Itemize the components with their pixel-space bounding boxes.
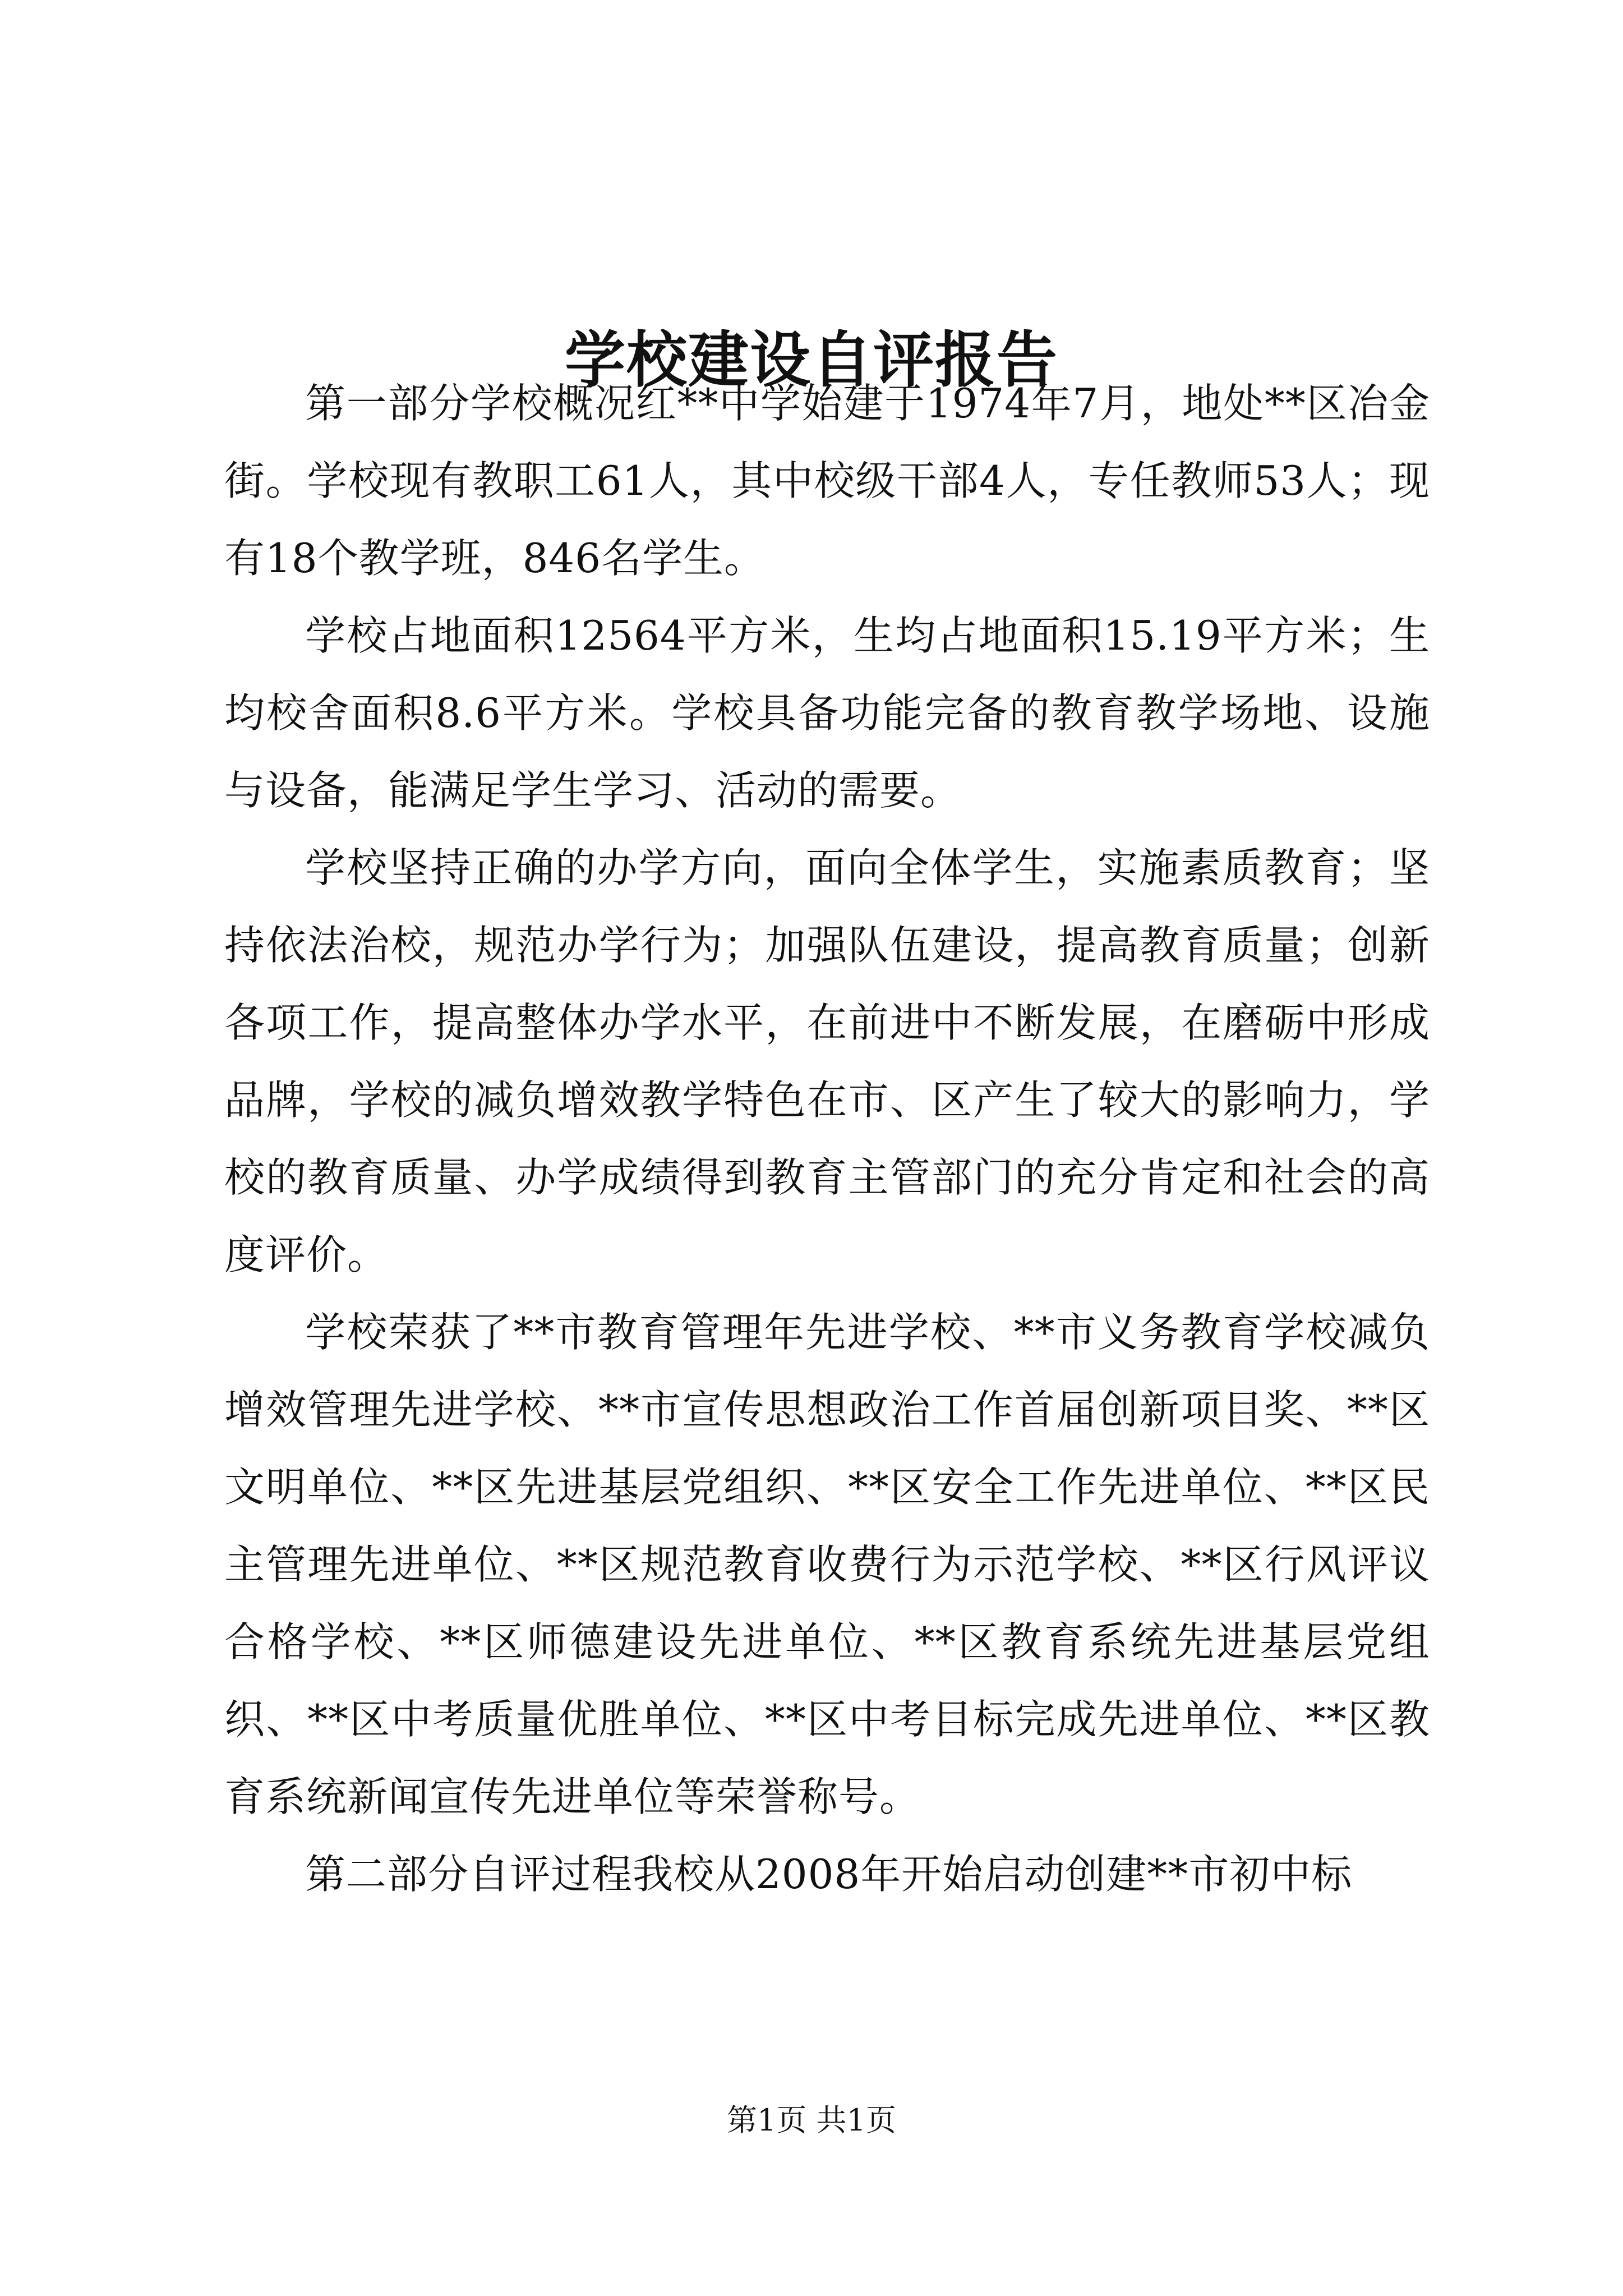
paragraph-campus-area: 学校占地面积12564平方米，生均占地面积15.19平方米；生均校舍面积8.6平方米。学校具备功能完备的教育教学场地、设施与设备，能满足学生学习、活动的需要。: [224, 612, 1430, 814]
paragraph-school-overview: 第一部分学校概况红**中学始建于1974年7月，地处**区冶金街。学校现有教职工61人，其中校级干部4人，专任教师53人；现有18个教学班，846名学生。: [224, 380, 1430, 582]
paragraph-school-philosophy: 学校坚持正确的办学方向，面向全体学生，实施素质教育；坚持依法治校，规范办学行为；加强队伍建设，提高教育质量；创新各项工作，提高整体办学水平，在前进中不断发展，在磨砺中形成品牌，学校的减负增效教学特色在市、区产生了较大的影响力，学校的教育质量、办学成绩得到教育主管部门的充分肯定和社会的高度评价。: [224, 844, 1430, 1278]
document-body: [224, 365, 1430, 1913]
paragraph-honors: 学校荣获了**市教育管理年先进学校、**市义务教育学校减负增效管理先进学校、**市宣传思想政治工作首届创新项目奖、**区文明单位、**区先进基层党组织、**区安全工作先进单位、**区民主管理先进单位、**区规范教育收费行为示范学校、**区行风评议合格学校、**区师德建设先进单位、**区教育系统先进基层党组织、**区中考质量优胜单位、**区中考目标完成先进单位、**区教育系统新闻宣传先进单位等荣誉称号。: [224, 1309, 1430, 1820]
paragraph-self-evaluation: 第二部分自评过程我校从2008年开始启动创建**市初中标: [305, 1851, 1353, 1898]
page-footer: 第1页 共1页: [727, 2102, 896, 2138]
document-title: 学校建设自评报告: [564, 325, 1058, 396]
